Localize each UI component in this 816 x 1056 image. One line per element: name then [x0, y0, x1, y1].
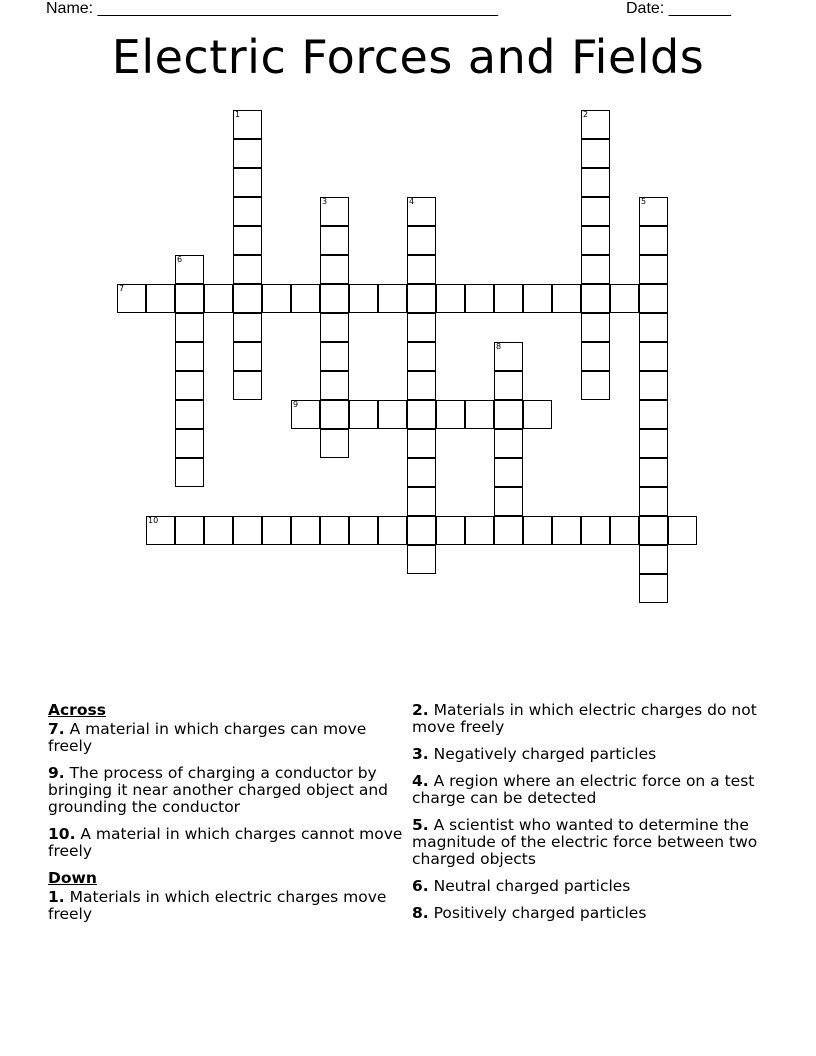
clue-number: 8.: [412, 904, 429, 922]
grid-cell[interactable]: [320, 429, 349, 458]
grid-cell[interactable]: [581, 313, 610, 342]
grid-cell[interactable]: [262, 516, 291, 545]
cell-number: 3: [322, 197, 328, 206]
grid-cell[interactable]: [552, 516, 581, 545]
grid-cell[interactable]: [349, 400, 378, 429]
cell-number: 5: [641, 197, 647, 206]
grid-cell[interactable]: [436, 284, 465, 313]
grid-cell[interactable]: [610, 284, 639, 313]
clue-number: 3.: [412, 745, 429, 763]
grid-cell[interactable]: [175, 458, 204, 487]
grid-cell[interactable]: [175, 255, 204, 284]
clue-text: A material in which charges cannot move freely: [48, 825, 403, 860]
grid-cell[interactable]: [175, 400, 204, 429]
grid-cell[interactable]: [581, 139, 610, 168]
clue-text: Neutral charged particles: [433, 877, 631, 895]
grid-cell[interactable]: [494, 400, 523, 429]
grid-cell[interactable]: [378, 284, 407, 313]
clue-across-10: [48, 826, 404, 860]
grid-cell[interactable]: [407, 487, 436, 516]
grid-cell[interactable]: [320, 400, 349, 429]
clue-text: Materials in which electric charges do not move freely: [412, 701, 757, 736]
grid-cell[interactable]: [407, 545, 436, 574]
grid-cell[interactable]: [610, 516, 639, 545]
grid-cell[interactable]: [581, 197, 610, 226]
grid-cell[interactable]: [581, 342, 610, 371]
clue-down-5: [412, 817, 762, 868]
grid-cell[interactable]: [639, 400, 668, 429]
clue-text: Negatively charged particles: [433, 745, 657, 763]
grid-cell[interactable]: [639, 574, 668, 603]
grid-cell[interactable]: [436, 516, 465, 545]
clue-down-8: [412, 905, 762, 922]
grid-cell[interactable]: [639, 284, 668, 313]
grid-cell[interactable]: [291, 284, 320, 313]
grid-cell[interactable]: [233, 110, 262, 139]
grid-cell[interactable]: [581, 110, 610, 139]
name-field-label[interactable]: Name: _____________________________________________: [46, 0, 498, 17]
grid-cell[interactable]: [291, 516, 320, 545]
grid-cell[interactable]: [233, 342, 262, 371]
grid-cell[interactable]: [320, 371, 349, 400]
grid-cell[interactable]: [233, 139, 262, 168]
grid-cell[interactable]: [117, 284, 146, 313]
grid-cell[interactable]: [262, 284, 291, 313]
clue-number: 9.: [48, 764, 65, 782]
grid-cell[interactable]: [581, 284, 610, 313]
clue-text: A scientist who wanted to determine the magnitude of the electric force between two charged objects: [412, 816, 758, 868]
clue-text: The process of charging a conductor by bringing it near another charged object and grounding the conductor: [48, 764, 389, 816]
clue-down-4: [412, 773, 762, 807]
grid-cell[interactable]: [494, 458, 523, 487]
clue-across-9: [48, 765, 404, 816]
grid-cell[interactable]: [233, 197, 262, 226]
grid-cell[interactable]: [233, 371, 262, 400]
grid-cell[interactable]: [639, 371, 668, 400]
grid-cell[interactable]: [204, 284, 233, 313]
clue-number: 1.: [48, 888, 65, 906]
grid-cell[interactable]: [465, 400, 494, 429]
grid-cell[interactable]: [581, 371, 610, 400]
page-title: Electric Forces and Fields: [111, 30, 705, 84]
grid-cell[interactable]: [639, 487, 668, 516]
grid-cell[interactable]: [639, 516, 668, 545]
grid-cell[interactable]: [175, 342, 204, 371]
grid-cell[interactable]: [639, 197, 668, 226]
cell-number: 6: [177, 255, 183, 264]
grid-cell[interactable]: [639, 255, 668, 284]
grid-cell[interactable]: [465, 284, 494, 313]
grid-cell[interactable]: [175, 516, 204, 545]
clue-down-2: [412, 702, 762, 736]
clue-text: A material in which charges can move freely: [48, 720, 367, 755]
grid-cell[interactable]: [639, 226, 668, 255]
grid-cell[interactable]: [233, 226, 262, 255]
grid-cell[interactable]: [233, 313, 262, 342]
grid-cell[interactable]: [436, 400, 465, 429]
grid-cell[interactable]: [407, 458, 436, 487]
grid-cell[interactable]: [407, 226, 436, 255]
across-heading: Across: [48, 701, 106, 719]
grid-cell[interactable]: [378, 400, 407, 429]
grid-cell[interactable]: [233, 284, 262, 313]
grid-cell[interactable]: [204, 516, 233, 545]
grid-cell[interactable]: [581, 255, 610, 284]
grid-cell[interactable]: [349, 516, 378, 545]
clue-number: 6.: [412, 877, 429, 895]
grid-cell[interactable]: [320, 342, 349, 371]
clue-number: 7.: [48, 720, 65, 738]
grid-cell[interactable]: [639, 342, 668, 371]
cell-number: 10: [148, 516, 159, 525]
grid-cell[interactable]: [233, 168, 262, 197]
grid-cell[interactable]: [639, 313, 668, 342]
clues-left-column: [48, 702, 404, 933]
grid-cell[interactable]: [320, 313, 349, 342]
grid-cell[interactable]: [494, 284, 523, 313]
clue-number: 5.: [412, 816, 429, 834]
grid-cell[interactable]: [378, 516, 407, 545]
grid-cell[interactable]: [233, 255, 262, 284]
clue-down-1: [48, 889, 404, 923]
grid-cell[interactable]: [407, 371, 436, 400]
cell-number: 8: [496, 342, 502, 351]
grid-cell[interactable]: [407, 342, 436, 371]
grid-cell[interactable]: [407, 516, 436, 545]
grid-cell[interactable]: [407, 429, 436, 458]
grid-cell[interactable]: [146, 516, 175, 545]
grid-cell[interactable]: [175, 313, 204, 342]
grid-cell[interactable]: [320, 226, 349, 255]
grid-cell[interactable]: [581, 516, 610, 545]
grid-cell[interactable]: [523, 400, 552, 429]
grid-cell[interactable]: [320, 284, 349, 313]
grid-cell[interactable]: [494, 342, 523, 371]
cell-number: 7: [119, 284, 125, 293]
grid-cell[interactable]: [175, 371, 204, 400]
grid-cell[interactable]: [146, 284, 175, 313]
clue-number: 10.: [48, 825, 76, 843]
grid-cell[interactable]: [407, 313, 436, 342]
cell-number: 2: [583, 110, 589, 119]
clue-down-3: [412, 746, 762, 763]
grid-cell[interactable]: [494, 371, 523, 400]
clues-right-column: [412, 702, 762, 932]
grid-cell[interactable]: [639, 458, 668, 487]
grid-cell[interactable]: [320, 197, 349, 226]
down-heading: Down: [48, 869, 97, 887]
grid-cell[interactable]: [494, 429, 523, 458]
date-field-label[interactable]: Date: _______: [626, 0, 731, 17]
clue-text: Materials in which electric charges move freely: [48, 888, 387, 923]
grid-cell[interactable]: [639, 429, 668, 458]
grid-cell[interactable]: [233, 516, 262, 545]
clue-text: A region where an electric force on a test charge can be detected: [412, 772, 755, 807]
grid-cell[interactable]: [407, 400, 436, 429]
grid-cell[interactable]: [349, 284, 378, 313]
grid-cell[interactable]: [523, 284, 552, 313]
grid-cell[interactable]: [291, 400, 320, 429]
grid-cell[interactable]: [320, 255, 349, 284]
grid-cell[interactable]: [523, 516, 552, 545]
grid-cell[interactable]: [581, 168, 610, 197]
clue-down-6: [412, 878, 762, 895]
grid-cell[interactable]: [320, 516, 349, 545]
clue-number: 2.: [412, 701, 429, 719]
grid-cell[interactable]: [494, 516, 523, 545]
cell-number: 9: [293, 400, 299, 409]
grid-cell[interactable]: [407, 197, 436, 226]
clue-text: Positively charged particles: [433, 904, 647, 922]
grid-cell[interactable]: [175, 284, 204, 313]
cell-number: 4: [409, 197, 415, 206]
grid-cell[interactable]: [668, 516, 697, 545]
grid-cell[interactable]: [581, 226, 610, 255]
clue-number: 4.: [412, 772, 429, 790]
grid-cell[interactable]: [552, 284, 581, 313]
cell-number: 1: [235, 110, 241, 119]
grid-cell[interactable]: [407, 284, 436, 313]
grid-cell[interactable]: [494, 487, 523, 516]
grid-cell[interactable]: [175, 429, 204, 458]
clue-across-7: [48, 721, 404, 755]
grid-cell[interactable]: [465, 516, 494, 545]
grid-cell[interactable]: [407, 255, 436, 284]
grid-cell[interactable]: [639, 545, 668, 574]
